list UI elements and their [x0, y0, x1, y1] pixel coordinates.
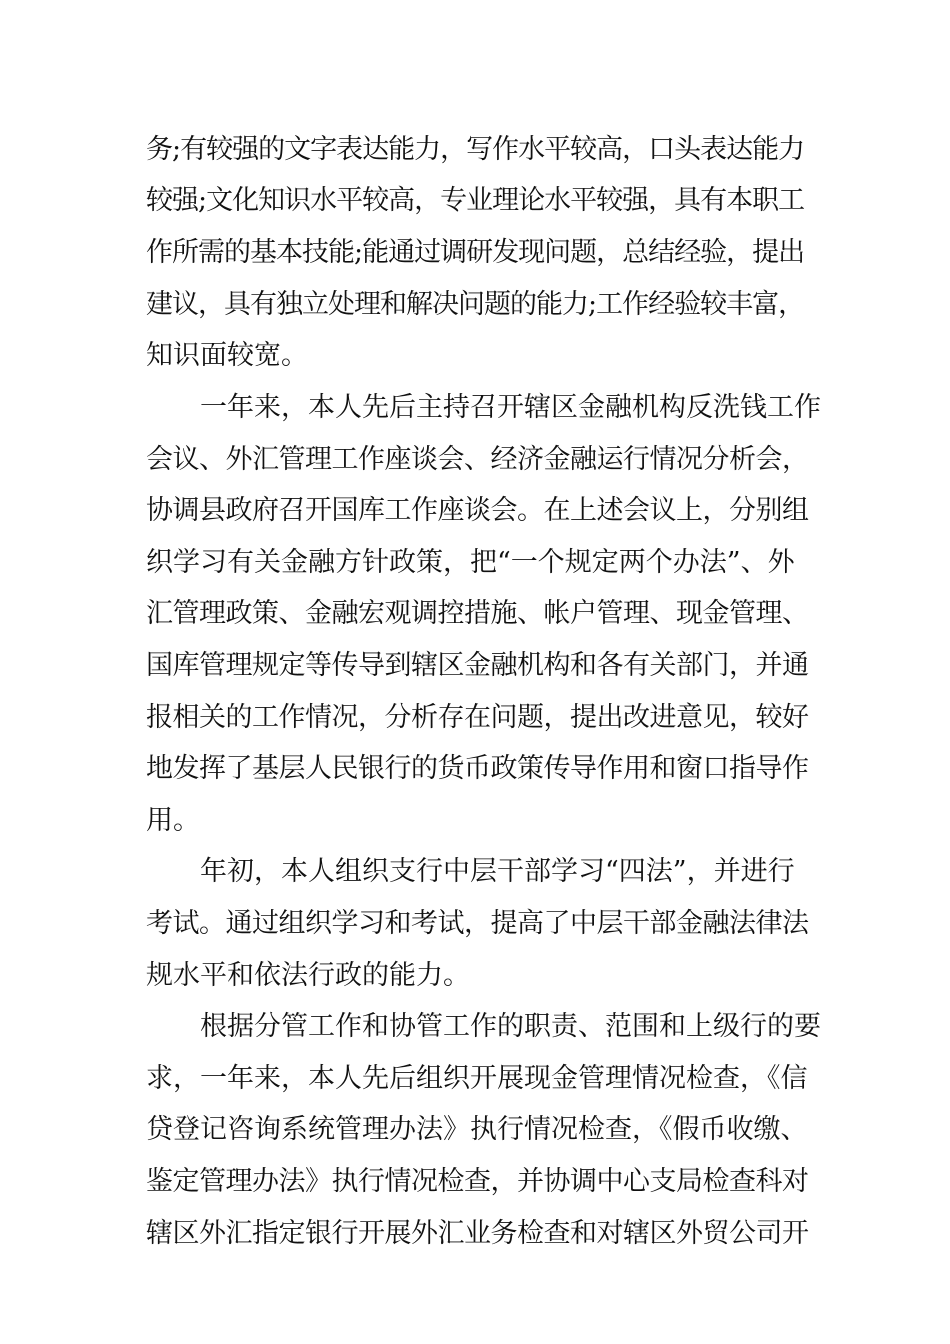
paragraph-line: 地发挥了基层人民银行的货币政策传导作用和窗口指导作 — [146, 753, 809, 784]
paragraph-line: 规水平和依法行政的能力。 — [146, 960, 470, 991]
paragraph-line: 报相关的工作情况，分析存在问题，提出改进意见，较好 — [146, 702, 809, 733]
paragraph-line: 辖区外汇指定银行开展外汇业务检查和对辖区外贸公司开 — [146, 1218, 809, 1249]
paragraph-line: 建议，具有独立处理和解决问题的能力;工作经验较丰富， — [146, 289, 805, 320]
paragraph-line: 根据分管工作和协管工作的职责、范围和上级行的要 — [200, 1011, 821, 1042]
paragraph-line: 考试。通过组织学习和考试，提高了中层干部金融法律法 — [146, 908, 809, 939]
paragraph-line: 用。 — [146, 805, 200, 836]
paragraph-line: 务;有较强的文字表达能力，写作水平较高，口头表达能力 — [146, 134, 805, 165]
paragraph-line: 织学习有关金融方针政策，把“一个规定两个办法”、外 — [146, 547, 795, 578]
paragraph-line: 一年来，本人先后主持召开辖区金融机构反洗钱工作 — [200, 392, 821, 423]
paragraph-line: 年初，本人组织支行中层干部学习“四法”，并进行 — [200, 856, 795, 887]
paragraph-line: 鉴定管理办法》执行情况检查，并协调中心支局检查科对 — [146, 1166, 809, 1197]
paragraph-line: 知识面较宽。 — [146, 340, 308, 371]
paragraph-line: 协调县政府召开国库工作座谈会。在上述会议上，分别组 — [146, 495, 809, 526]
paragraph-line: 较强;文化知识水平较高，专业理论水平较强，具有本职工 — [146, 185, 805, 216]
paragraph-line: 汇管理政策、金融宏观调控措施、帐户管理、现金管理、 — [146, 598, 809, 629]
paragraph-line: 贷登记咨询系统管理办法》执行情况检查，《假币收缴、 — [146, 1114, 808, 1145]
paragraph-line: 求，一年来，本人先后组织开展现金管理情况检查，《信 — [146, 1063, 808, 1094]
paragraph-line: 国库管理规定等传导到辖区金融机构和各有关部门，并通 — [146, 650, 809, 681]
paragraph-line: 会议、外汇管理工作座谈会、经济金融运行情况分析会， — [146, 444, 809, 475]
paragraph-line: 作所需的基本技能;能通过调研发现问题，总结经验，提出 — [146, 237, 805, 268]
